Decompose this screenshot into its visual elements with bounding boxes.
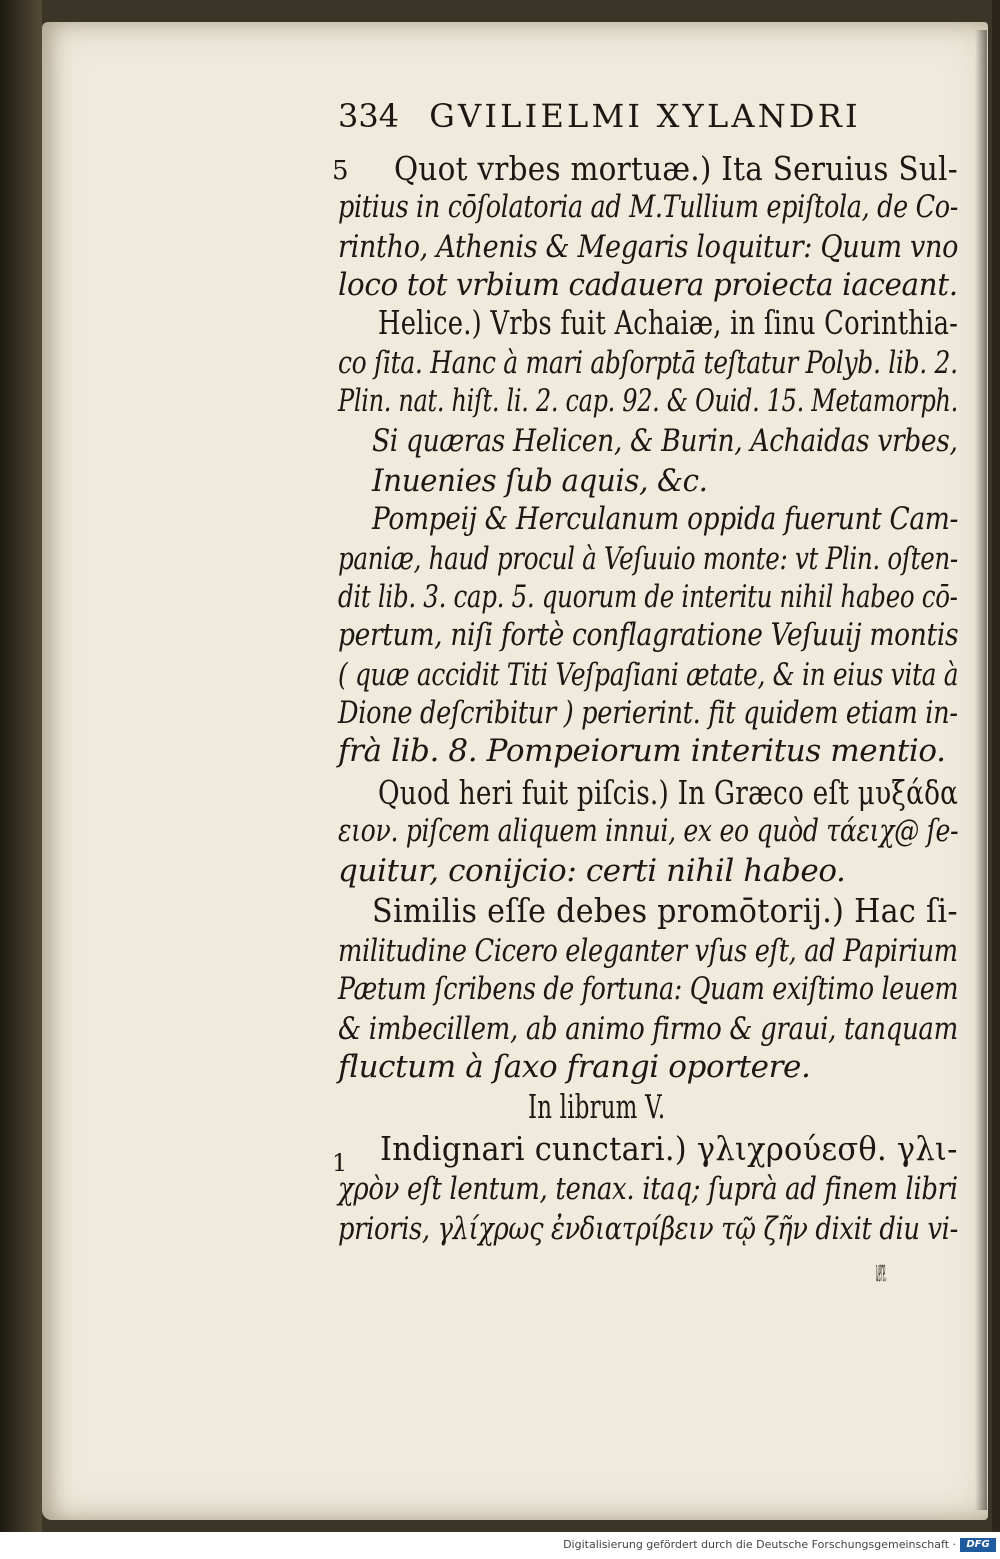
- text-line: militudine Cicero eleganter vſus eſt, ad Papirium: [338, 933, 958, 969]
- text-line: loco tot vrbium cadauera proiecta iaceant.: [338, 267, 958, 303]
- text-line: ( quæ accidit Titi Veſpaſiani ætate, & in eius vita à: [338, 657, 959, 693]
- text-line: co ſita. Hanc à mari abſorptā teſtatur Polyb. lib. 2.: [338, 345, 958, 381]
- note-number: 5: [332, 156, 349, 186]
- page-edge-shadow: [975, 30, 987, 1510]
- text-line: Dione deſcribitur ) perierint. fit quidem etiam in-: [338, 695, 958, 731]
- text-line: Pompeij & Herculanum oppida fuerunt Cam-: [372, 501, 959, 537]
- text-line: pertum, niſi fortè conflagratione Veſuuij montis: [338, 617, 959, 653]
- text-line: ειον. piſcem aliquem innui, ex eo quòd τάειχ@ ſe-: [338, 813, 959, 849]
- text-line: uere.: [876, 1253, 887, 1289]
- running-head: [338, 96, 938, 136]
- text-line: & imbecillem, ab animo firmo & graui, tanquam: [338, 1011, 958, 1047]
- running-title: GVILIELMI XYLANDRI: [429, 97, 861, 135]
- text-line: Pætum ſcribens de fortuna: Quam exiſtimo leuem: [338, 971, 959, 1007]
- dfg-logo: DFG: [960, 1538, 996, 1552]
- verse-line: Si quæras Helicen, & Burin, Achaidas vrbes,: [372, 423, 958, 459]
- text-line: Indignari cunctari.) γλιχρούεσθ. γλι-: [380, 1129, 958, 1168]
- text-line: fluctum à ſaxo frangi oportere.: [338, 1049, 811, 1085]
- text-line: paniæ, haud procul à Veſuuio monte: vt Plin. oſten-: [338, 541, 958, 577]
- text-line: χρὸν eſt lentum, tenax. itaq; ſuprà ad finem libri: [338, 1171, 958, 1207]
- text-line: pitius in cōſolatoria ad M.Tullium epiſtola, de Co-: [338, 189, 959, 225]
- funding-credit: Digitalisierung gefördert durch die Deutsche Forschungsgemeinschaft ·: [563, 1538, 956, 1551]
- text-line: Plin. nat. hiſt. li. 2. cap. 92. & Ouid. 15. Metamorph.: [338, 383, 958, 419]
- text-line: rintho, Athenis & Megaris loquitur: Quum vno: [338, 229, 959, 265]
- digitization-footer: [0, 1532, 1000, 1559]
- text-line: Similis eſſe debes promōtorij.) Hac ſi-: [372, 891, 958, 930]
- text-line: Helice.) Vrbs fuit Achaiæ, in ſinu Corinthia-: [378, 303, 959, 342]
- note-number: 1: [332, 1149, 348, 1177]
- verse-line: Inuenies ſub aquis, &c.: [372, 463, 708, 499]
- text-line: quitur, conijcio: certi nihil habeo.: [338, 853, 846, 889]
- text-line: Quot vrbes mortuæ.) Ita Seruius Sul-: [394, 149, 958, 188]
- section-heading: In librum V.: [528, 1087, 666, 1126]
- book-right-edge: [992, 0, 1000, 1532]
- text-line: frà lib. 8. Pompeiorum interitus mentio.: [338, 733, 946, 769]
- page-number: 334: [338, 97, 400, 135]
- text-line: prioris, γλίχρως ἐνδιατρίβειν τῷ ζῆν dixit diu vi-: [338, 1211, 958, 1247]
- text-line: dit lib. 3. cap. 5. quorum de interitu nihil habeo cō-: [338, 579, 958, 615]
- book-binding-edge: [0, 0, 42, 1532]
- text-line: Quod heri fuit piſcis.) In Græco eſt μυξάδα: [378, 773, 959, 812]
